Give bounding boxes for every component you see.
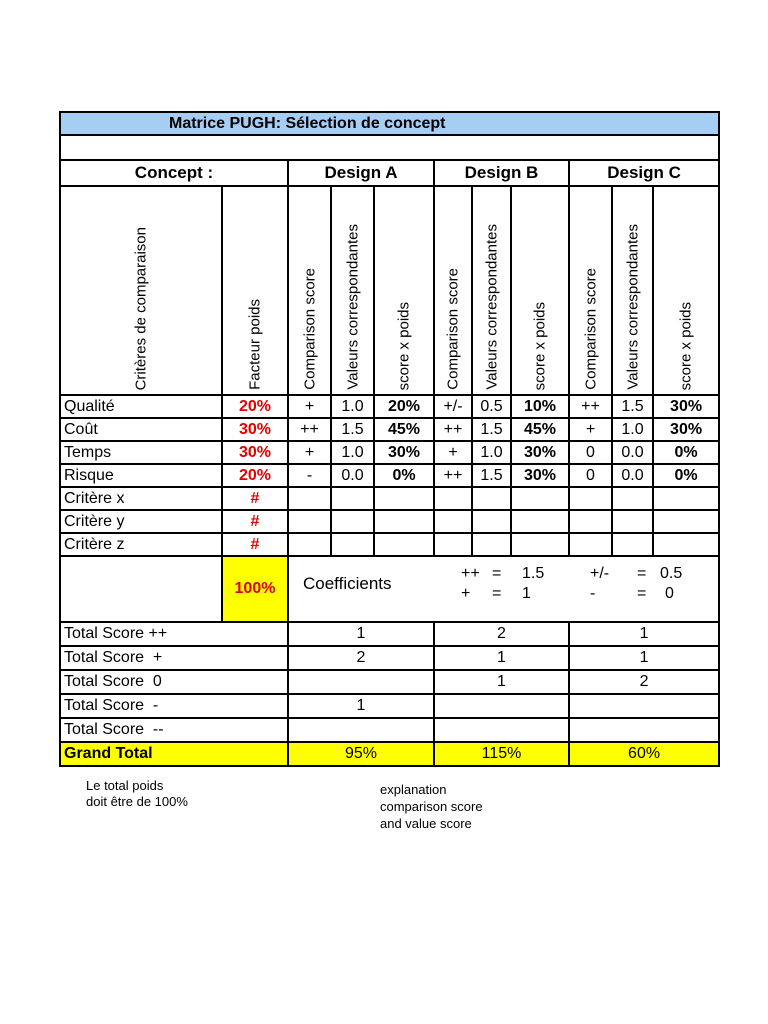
empty-cell <box>653 510 719 533</box>
empty-cell <box>331 533 374 556</box>
concept-label: Concept : <box>60 160 288 186</box>
criterion-name: Qualité <box>60 395 222 418</box>
value-score: 1.5 <box>331 418 374 441</box>
total-value: 2 <box>434 622 569 646</box>
grand-total-a: 95% <box>288 742 434 766</box>
total-value <box>434 694 569 718</box>
coef-equals: = <box>492 585 502 602</box>
criteria-row-time <box>60 441 719 464</box>
coef-value: 0.5 <box>660 565 683 582</box>
criterion-weight: 20% <box>222 395 288 418</box>
empty-cell <box>511 510 569 533</box>
total-value: 1 <box>434 670 569 694</box>
criterion-weight: 20% <box>222 464 288 487</box>
empty-cell <box>569 487 612 510</box>
empty-cell <box>653 487 719 510</box>
total-label: Total Score - <box>60 694 288 718</box>
empty-cell <box>472 487 511 510</box>
total-row <box>60 622 719 646</box>
empty-cell <box>612 487 653 510</box>
comparison-score-header-b: Comparison score <box>434 186 472 395</box>
criterion-weight: 30% <box>222 418 288 441</box>
coef-equals: = <box>637 565 647 582</box>
criterion-name: Risque <box>60 464 222 487</box>
weighted-score: 45% <box>374 418 434 441</box>
value-score: 1.5 <box>612 395 653 418</box>
weight-note-line: Le total poids <box>86 778 164 793</box>
comparison-score: + <box>569 418 612 441</box>
criterion-weight: # <box>222 487 288 510</box>
empty-cell <box>612 533 653 556</box>
coef-equals: = <box>492 565 502 582</box>
coefficients-legend <box>288 556 719 622</box>
empty-cell <box>434 487 472 510</box>
weight-note-line: doit être de 100% <box>86 794 188 809</box>
values-header-b: Valeurs correspondantes <box>472 186 511 395</box>
coef-symbol: - <box>590 585 596 602</box>
total-row <box>60 694 719 718</box>
value-score: 1.5 <box>472 464 511 487</box>
value-score: 1.5 <box>472 418 511 441</box>
criteria-row-cost <box>60 418 719 441</box>
weighted-score: 30% <box>653 395 719 418</box>
score-x-weight-header-c: score x poids <box>653 186 719 395</box>
weighted-score: 30% <box>374 441 434 464</box>
empty-cell <box>434 533 472 556</box>
total-value <box>569 718 719 742</box>
criterion-name: Critère x <box>60 487 222 510</box>
total-value <box>288 670 434 694</box>
explanation-note-line: explanation <box>380 782 447 797</box>
criterion-name: Coût <box>60 418 222 441</box>
design-a-header: Design A <box>288 160 434 186</box>
total-value: 1 <box>569 646 719 670</box>
matrix-title: Matrice PUGH: Sélection de concept <box>60 112 719 135</box>
empty-cell <box>434 510 472 533</box>
weighted-score: 30% <box>511 441 569 464</box>
pugh-matrix <box>59 111 720 767</box>
criteria-row-risk <box>60 464 719 487</box>
weighted-score: 30% <box>653 418 719 441</box>
criterion-name: Critère z <box>60 533 222 556</box>
comparison-score: ++ <box>569 395 612 418</box>
value-score: 0.5 <box>472 395 511 418</box>
empty-cell <box>511 533 569 556</box>
value-score: 1.0 <box>331 395 374 418</box>
grand-total-b: 115% <box>434 742 569 766</box>
empty-cell <box>374 487 434 510</box>
empty-cell <box>288 533 331 556</box>
total-label: Total Score 0 <box>60 670 288 694</box>
comparison-score: + <box>288 441 331 464</box>
coef-value: 1 <box>522 585 531 602</box>
value-score: 0.0 <box>331 464 374 487</box>
weighted-score: 0% <box>653 464 719 487</box>
comparison-score: 0 <box>569 464 612 487</box>
total-label: Total Score -- <box>60 718 288 742</box>
score-x-weight-header-a: score x poids <box>374 186 434 395</box>
criterion-name: Temps <box>60 441 222 464</box>
coef-value: 1.5 <box>522 565 545 582</box>
values-header-a: Valeurs correspondantes <box>331 186 374 395</box>
empty-cell <box>288 510 331 533</box>
total-row <box>60 718 719 742</box>
total-value: 2 <box>288 646 434 670</box>
coefficients-label: Coefficients <box>303 574 392 593</box>
empty-cell <box>331 510 374 533</box>
comparison-score-header-a: Comparison score <box>288 186 331 395</box>
weighted-score: 10% <box>511 395 569 418</box>
value-score: 0.0 <box>612 441 653 464</box>
weighted-score: 0% <box>374 464 434 487</box>
coef-symbol: + <box>461 585 471 602</box>
comparison-score: +/- <box>434 395 472 418</box>
weighted-score: 30% <box>511 464 569 487</box>
coef-symbol: +/- <box>590 565 610 582</box>
empty-cell <box>569 510 612 533</box>
empty-cell <box>569 533 612 556</box>
empty-cell <box>653 533 719 556</box>
comparison-score: + <box>288 395 331 418</box>
comparison-score: ++ <box>288 418 331 441</box>
total-value: 2 <box>569 670 719 694</box>
empty-cell <box>472 510 511 533</box>
total-value: 1 <box>569 622 719 646</box>
total-value: 1 <box>434 646 569 670</box>
empty-cell <box>374 510 434 533</box>
criterion-weight: # <box>222 533 288 556</box>
criteria-row-y <box>60 510 719 533</box>
explanation-note-line: and value score <box>380 816 472 831</box>
comparison-score-header-c: Comparison score <box>569 186 612 395</box>
empty-cell <box>288 487 331 510</box>
values-header-c: Valeurs correspondantes <box>612 186 653 395</box>
criterion-name: Critère y <box>60 510 222 533</box>
comparison-score: ++ <box>434 418 472 441</box>
explanation-note <box>380 781 483 832</box>
criteria-header: Critères de comparaison <box>60 186 222 395</box>
value-score: 1.0 <box>472 441 511 464</box>
criteria-row-x <box>60 487 719 510</box>
total-value <box>434 718 569 742</box>
criteria-row-quality <box>60 395 719 418</box>
value-score: 1.0 <box>331 441 374 464</box>
total-weight: 100% <box>222 556 288 622</box>
grand-total-label: Grand Total <box>60 742 288 766</box>
coef-value: 0 <box>665 585 674 602</box>
explanation-note-line: comparison score <box>380 799 483 814</box>
value-score: 1.0 <box>612 418 653 441</box>
total-label: Total Score ++ <box>60 622 288 646</box>
comparison-score: + <box>434 441 472 464</box>
value-score: 0.0 <box>612 464 653 487</box>
weight-note <box>86 778 188 810</box>
total-row <box>60 646 719 670</box>
coefficients-spacer <box>60 556 222 622</box>
coef-equals: = <box>637 585 647 602</box>
total-label: Total Score + <box>60 646 288 670</box>
grand-total-row <box>60 742 719 766</box>
empty-cell <box>374 533 434 556</box>
empty-cell <box>472 533 511 556</box>
design-c-header: Design C <box>569 160 719 186</box>
comparison-score: - <box>288 464 331 487</box>
criteria-row-z <box>60 533 719 556</box>
comparison-score: ++ <box>434 464 472 487</box>
criterion-weight: # <box>222 510 288 533</box>
grand-total-c: 60% <box>569 742 719 766</box>
blank-row <box>60 135 719 160</box>
empty-cell <box>612 510 653 533</box>
weight-header: Facteur poids <box>222 186 288 395</box>
comparison-score: 0 <box>569 441 612 464</box>
total-value <box>288 718 434 742</box>
total-value: 1 <box>288 694 434 718</box>
empty-cell <box>511 487 569 510</box>
total-value <box>569 694 719 718</box>
empty-cell <box>331 487 374 510</box>
score-x-weight-header-b: score x poids <box>511 186 569 395</box>
coef-symbol: ++ <box>461 565 480 582</box>
design-b-header: Design B <box>434 160 569 186</box>
total-value: 1 <box>288 622 434 646</box>
weighted-score: 45% <box>511 418 569 441</box>
criterion-weight: 30% <box>222 441 288 464</box>
weighted-score: 0% <box>653 441 719 464</box>
total-row <box>60 670 719 694</box>
weighted-score: 20% <box>374 395 434 418</box>
